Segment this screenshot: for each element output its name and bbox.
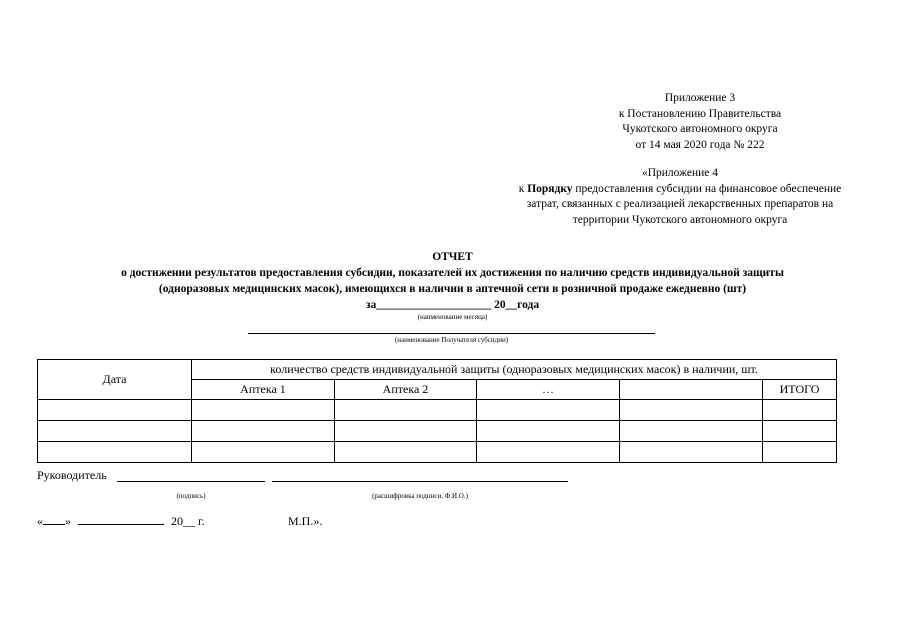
- name-decoding-line[interactable]: [272, 481, 568, 482]
- table-cell[interactable]: [763, 400, 837, 421]
- table-cell[interactable]: [38, 442, 192, 463]
- head-label: Руководитель: [37, 468, 107, 482]
- appendix-4-procedure: к Порядку предоставления субсидии на финансовое обеспечение: [518, 182, 842, 195]
- table-row: [38, 442, 837, 463]
- appendix-4-costs: затрат, связанных с реализацией лекарственных препаратов на: [526, 198, 834, 210]
- date-column-header: Дата: [38, 360, 192, 400]
- procedure-word: Порядку: [527, 182, 573, 195]
- report-subtitle-1: о достижении результатов предоставления субсидии, показателей их достижения по наличию средств индивидуальной защиты: [121, 267, 784, 279]
- total-header: ИТОГО: [763, 380, 837, 400]
- report-period: за____________________ 20__года: [365, 299, 540, 311]
- table-cell[interactable]: [192, 421, 335, 442]
- table-cell[interactable]: [620, 400, 763, 421]
- year-label: 20__ г.: [171, 514, 205, 528]
- signature-hint: (подпись): [176, 492, 206, 500]
- table-cell[interactable]: [477, 400, 620, 421]
- recipient-name-line[interactable]: [248, 333, 655, 334]
- appendix-3-resolution: к Постановлению Правительства: [618, 107, 782, 120]
- appendix-4-title: «Приложение 4: [641, 167, 719, 179]
- table-row: [38, 421, 837, 442]
- table-cell[interactable]: [38, 421, 192, 442]
- appendix-3-date-number: от 14 мая 2020 года № 222: [635, 138, 765, 151]
- month-blank[interactable]: [78, 514, 164, 525]
- report-period-hint: (наименование месяца): [417, 313, 488, 321]
- blank-column-header: [620, 380, 763, 400]
- table-cell[interactable]: [763, 442, 837, 463]
- signature-line[interactable]: [117, 481, 265, 482]
- report-title: ОТЧЕТ: [432, 251, 473, 263]
- table-cell[interactable]: [38, 400, 192, 421]
- quantity-header: количество средств индивидуальной защиты (одноразовых медицинских масок) в наличии, шт.: [192, 360, 837, 380]
- pharmacy-2-header: Аптека 2: [335, 380, 477, 400]
- table-cell[interactable]: [335, 421, 477, 442]
- report-table: [37, 359, 837, 463]
- pharmacy-1-header: Аптека 1: [192, 380, 335, 400]
- ellipsis-header: …: [477, 380, 620, 400]
- table-cell[interactable]: [192, 400, 335, 421]
- appendix-4-header: [480, 166, 880, 228]
- report-title-block: [40, 249, 865, 322]
- appendix-3-header: [580, 91, 820, 153]
- table-cell[interactable]: [620, 442, 763, 463]
- decoding-hint: (расшифровка подписи, Ф.И.О.): [372, 492, 468, 500]
- table-cell[interactable]: [335, 400, 477, 421]
- table-cell[interactable]: [192, 442, 335, 463]
- stamp-label: М.П.».: [288, 514, 323, 528]
- date-open-quote: «: [37, 514, 43, 528]
- head-signature-row: [37, 468, 107, 483]
- appendix-4-territory: территории Чукотского автономного округа: [572, 213, 788, 226]
- table-cell[interactable]: [335, 442, 477, 463]
- table-row: [38, 400, 837, 421]
- day-blank[interactable]: [43, 514, 65, 525]
- date-close-quote: »: [65, 514, 71, 528]
- recipient-name-hint: (наименование Получателя субсидии): [394, 336, 509, 344]
- report-subtitle-2: (одноразовых медицинских масок), имеющихся в наличии в аптечной сети в розничной продаже ежедневно (шт): [158, 283, 747, 295]
- table-cell[interactable]: [763, 421, 837, 442]
- appendix-3-title: Приложение 3: [664, 92, 736, 104]
- table-cell[interactable]: [620, 421, 763, 442]
- date-row: [37, 514, 205, 529]
- table-cell[interactable]: [477, 421, 620, 442]
- table-cell[interactable]: [477, 442, 620, 463]
- appendix-3-region: Чукотского автономного округа: [622, 123, 778, 135]
